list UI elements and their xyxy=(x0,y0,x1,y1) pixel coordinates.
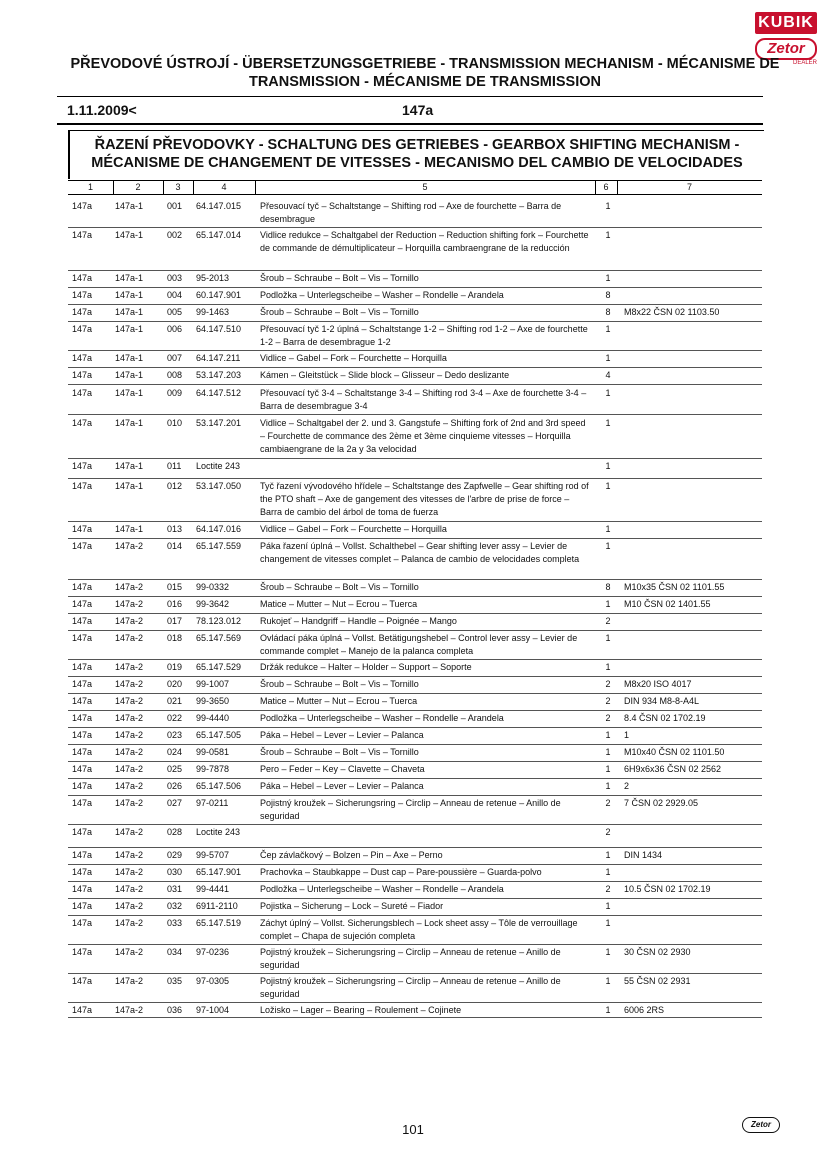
part-number-cell: 65.147.505 xyxy=(196,730,242,740)
part-number-cell: 99-5707 xyxy=(196,850,230,860)
description-cell: Vidlice redukce – Schaltgabel der Reduction – Reduction shifting fork – Fourchette de commande de démultiplicateur – Horquilla cambraengrane de la reducción xyxy=(260,230,589,253)
description-cell: Ložisko – Lager – Bearing – Roulement – Cojinete xyxy=(260,1005,462,1015)
note-cell: 30 ČSN 02 2930 xyxy=(624,947,691,957)
group-cell: 147a xyxy=(72,884,93,894)
position-cell: 032 xyxy=(167,901,183,911)
part-number-cell: 99-1463 xyxy=(196,307,230,317)
position-cell: 031 xyxy=(167,884,183,894)
group-cell: 147a xyxy=(72,524,93,534)
part-number-cell: 64.147.510 xyxy=(196,324,242,334)
note-cell: M8x20 ISO 4017 xyxy=(624,679,692,689)
subgroup-cell: 147a-2 xyxy=(115,730,144,740)
description-cell: Šroub – Schraube – Bolt – Vis – Tornillo xyxy=(260,582,419,592)
position-cell: 020 xyxy=(167,679,183,689)
table-row xyxy=(68,480,762,522)
quantity-cell: 1 xyxy=(605,730,611,740)
part-number-cell: 99-3642 xyxy=(196,599,230,609)
part-number-cell: 6911-2110 xyxy=(196,901,238,911)
quantity-cell: 1 xyxy=(605,947,611,957)
part-number-cell: 64.147.512 xyxy=(196,388,242,398)
description-cell: Držák redukce – Halter – Holder – Support – Soporte xyxy=(260,662,472,672)
quantity-cell: 2 xyxy=(605,616,611,626)
note-cell: 1 xyxy=(624,730,630,740)
table-row xyxy=(68,780,762,796)
group-cell: 147a xyxy=(72,230,93,240)
position-cell: 004 xyxy=(167,290,183,300)
group-cell: 147a xyxy=(72,747,93,757)
subgroup-cell: 147a-1 xyxy=(115,481,144,491)
column-header: 1 xyxy=(87,182,93,192)
table-row xyxy=(68,540,762,580)
table-row xyxy=(68,917,762,945)
group-cell: 147a xyxy=(72,273,93,283)
quantity-cell: 1 xyxy=(605,524,611,534)
column-header: 5 xyxy=(422,182,428,192)
part-number-cell: 97-1004 xyxy=(196,1005,230,1015)
part-number-cell: 97-0211 xyxy=(196,798,229,808)
group-cell: 147a xyxy=(72,713,93,723)
group-cell: 147a xyxy=(72,481,93,491)
part-number-cell: 99-1007 xyxy=(196,679,230,689)
part-number-cell: 53.147.050 xyxy=(196,481,242,491)
quantity-cell: 2 xyxy=(605,696,611,706)
group-cell: 147a xyxy=(72,633,93,643)
group-cell: 147a xyxy=(72,307,93,317)
position-cell: 003 xyxy=(167,273,183,283)
table-row xyxy=(68,1004,762,1018)
quantity-cell: 1 xyxy=(605,324,611,334)
table-row xyxy=(68,615,762,631)
note-cell: DIN 1434 xyxy=(624,850,663,860)
position-cell: 035 xyxy=(167,976,183,986)
group-cell: 147a xyxy=(72,798,93,808)
part-number-cell: 64.147.211 xyxy=(196,353,241,363)
quantity-cell: 1 xyxy=(605,273,611,283)
logo-kubik-text: KUBIK xyxy=(755,12,817,34)
description-cell: Přesouvací tyč – Schaltstange – Shifting rod – Axe de fourchette – Barra de desembrague xyxy=(260,201,562,224)
position-cell: 026 xyxy=(167,781,183,791)
group-cell: 147a xyxy=(72,976,93,986)
subgroup-cell: 147a-2 xyxy=(115,633,144,643)
description-cell: Páka – Hebel – Lever – Levier – Palanca xyxy=(260,730,424,740)
table-row xyxy=(68,272,762,288)
subgroup-cell: 147a-2 xyxy=(115,696,144,706)
subgroup-cell: 147a-2 xyxy=(115,827,144,837)
section-title-line-2: MÉCANISME DE CHANGEMENT DE VITESSES - MECANISMO DEL CAMBIO DE VELOCIDADES xyxy=(91,155,743,171)
position-cell: 024 xyxy=(167,747,183,757)
description-cell: Šroub – Schraube – Bolt – Vis – Tornillo xyxy=(260,679,419,689)
quantity-cell: 1 xyxy=(605,461,611,471)
quantity-cell: 1 xyxy=(605,541,611,551)
group-cell: 147a xyxy=(72,764,93,774)
part-number-cell: 65.147.529 xyxy=(196,662,242,672)
page-title-line-2: TRANSMISSION - MÉCANISME DE TRANSMISSION xyxy=(248,74,602,90)
part-number-cell: 65.147.506 xyxy=(196,781,242,791)
group-cell: 147a xyxy=(72,827,93,837)
part-number-cell: 65.147.519 xyxy=(196,918,242,928)
subgroup-cell: 147a-2 xyxy=(115,616,144,626)
position-cell: 021 xyxy=(167,696,183,706)
quantity-cell: 1 xyxy=(605,633,611,643)
subgroup-cell: 147a-2 xyxy=(115,947,144,957)
group-cell: 147a xyxy=(72,867,93,877)
quantity-cell: 1 xyxy=(605,481,611,491)
table-row xyxy=(68,900,762,916)
column-header: 2 xyxy=(135,182,141,192)
group-cell: 147a xyxy=(72,290,93,300)
description-cell: Ovládací páka úplná – Vollst. Betätigungshebel – Control lever assy – Levier de commande complet – Manejo de la palanca completa xyxy=(260,633,578,656)
column-header: 4 xyxy=(221,182,227,192)
subgroup-cell: 147a-1 xyxy=(115,388,144,398)
description-cell: Pojistný kroužek – Sicherungsring – Circlip – Anneau de retenue – Anillo de seguridad xyxy=(260,976,561,999)
position-cell: 029 xyxy=(167,850,183,860)
subgroup-cell: 147a-2 xyxy=(115,1005,144,1015)
quantity-cell: 2 xyxy=(605,713,611,723)
position-cell: 008 xyxy=(167,370,183,380)
description-cell: Tyč řazení vývodového hřídele – Schaltstange des Zapfwelle – Gear shifting rod of the PTO shaft – Axe de gangement des vitesses de l'arbre de prise de force – Barra de cambio del árbol de toma de fuerza xyxy=(260,481,589,517)
part-number-cell: 53.147.203 xyxy=(196,370,242,380)
description-cell: Šroub – Schraube – Bolt – Vis – Tornillo xyxy=(260,273,419,283)
issue-date: 1.11.2009< xyxy=(67,102,137,118)
part-number-cell: 99-7878 xyxy=(196,764,230,774)
page-title-line-1: PŘEVODOVÉ ÚSTROJÍ - ÜBERSETZUNGSGETRIEBE - TRANSMISSION MECHANISM - MÉCANISME DE xyxy=(70,56,780,72)
subgroup-cell: 147a-1 xyxy=(115,230,144,240)
subgroup-cell: 147a-1 xyxy=(115,290,144,300)
quantity-cell: 2 xyxy=(605,884,611,894)
quantity-cell: 1 xyxy=(605,418,611,428)
quantity-cell: 1 xyxy=(605,850,611,860)
subgroup-cell: 147a-1 xyxy=(115,324,144,334)
group-cell: 147a xyxy=(72,679,93,689)
subgroup-cell: 147a-2 xyxy=(115,884,144,894)
note-cell: 7 ČSN 02 2929.05 xyxy=(624,798,699,808)
description-cell: Pojistka – Sicherung – Lock – Sureté – Fiador xyxy=(260,901,444,911)
subgroup-cell: 147a-1 xyxy=(115,307,144,317)
quantity-cell: 1 xyxy=(605,230,611,240)
group-cell: 147a xyxy=(72,1005,93,1015)
quantity-cell: 8 xyxy=(605,582,611,592)
position-cell: 011 xyxy=(167,461,182,471)
page-number: 101 xyxy=(402,1122,424,1137)
group-code: 147a xyxy=(402,102,434,118)
quantity-cell: 1 xyxy=(605,901,611,911)
table-row xyxy=(68,200,762,228)
group-cell: 147a xyxy=(72,947,93,957)
group-cell: 147a xyxy=(72,353,93,363)
subgroup-cell: 147a-2 xyxy=(115,764,144,774)
table-row xyxy=(68,632,762,660)
subgroup-cell: 147a-2 xyxy=(115,582,144,592)
part-number-cell: 99-3650 xyxy=(196,696,230,706)
position-cell: 002 xyxy=(167,230,183,240)
group-cell: 147a xyxy=(72,918,93,928)
group-cell: 147a xyxy=(72,616,93,626)
note-cell: M10 ČSN 02 1401.55 xyxy=(624,599,711,609)
subgroup-cell: 147a-1 xyxy=(115,370,144,380)
part-number-cell: 99-0332 xyxy=(196,582,230,592)
description-cell: Přesouvací tyč 3-4 – Schaltstange 3-4 – Shifting rod 3-4 – Axe de fourchette 3-4 – Barra de desembrague 3-4 xyxy=(260,388,587,411)
part-number-cell: 97-0305 xyxy=(196,976,230,986)
description-cell: Přesouvací tyč 1-2 úplná – Schaltstange 1-2 – Shifting rod 1-2 – Axe de fourchette 1-2 – Barra de desembrague 1-2 xyxy=(260,324,588,347)
note-cell: 6006 2RS xyxy=(624,1005,665,1015)
part-number-cell: 78.123.012 xyxy=(196,616,242,626)
part-number-cell: 99-0581 xyxy=(196,747,230,757)
group-cell: 147a xyxy=(72,662,93,672)
table-row xyxy=(68,661,762,677)
subgroup-cell: 147a-2 xyxy=(115,850,144,860)
section-header xyxy=(68,130,764,179)
description-cell: Pero – Feder – Key – Clavette – Chaveta xyxy=(260,764,425,774)
table-row xyxy=(68,323,762,351)
note-cell: 2 xyxy=(624,781,630,791)
part-number-cell: Loctite 243 xyxy=(196,461,241,471)
group-cell: 147a xyxy=(72,730,93,740)
column-header: 7 xyxy=(686,182,692,192)
note-cell: DIN 934 M8-8-A4L xyxy=(624,696,700,706)
position-cell: 033 xyxy=(167,918,183,928)
subgroup-cell: 147a-1 xyxy=(115,418,144,428)
group-cell: 147a xyxy=(72,781,93,791)
group-cell: 147a xyxy=(72,324,93,334)
description-cell: Záchyt úplný – Vollst. Sicherungsblech – Lock sheet assy – Tôle de verrouillage complet – Chapa de sujeción completa xyxy=(260,918,578,941)
subgroup-cell: 147a-2 xyxy=(115,781,144,791)
subgroup-cell: 147a-2 xyxy=(115,747,144,757)
quantity-cell: 1 xyxy=(605,976,611,986)
note-cell: 55 ČSN 02 2931 xyxy=(624,976,691,986)
table-row xyxy=(68,866,762,882)
description-cell: Prachovka – Staubkappe – Dust cap – Pare-poussière – Guarda-polvo xyxy=(260,867,542,877)
table-row xyxy=(68,849,762,865)
position-cell: 006 xyxy=(167,324,183,334)
position-cell: 017 xyxy=(167,616,183,626)
group-cell: 147a xyxy=(72,582,93,592)
part-number-cell: 99-4441 xyxy=(196,884,230,894)
description-cell: Podložka – Unterlegscheibe – Washer – Rondelle – Arandela xyxy=(260,884,504,894)
note-cell: 10.5 ČSN 02 1702.19 xyxy=(624,884,711,894)
quantity-cell: 1 xyxy=(605,662,611,672)
table-row xyxy=(68,306,762,322)
part-number-cell: 65.147.559 xyxy=(196,541,242,551)
table-row xyxy=(68,417,762,459)
logo-zetor-text: Zetor xyxy=(755,38,817,60)
table-row xyxy=(68,581,762,597)
description-cell: Vidlice – Gabel – Fork – Fourchette – Horquilla xyxy=(260,353,447,363)
table-row xyxy=(68,229,762,271)
quantity-cell: 2 xyxy=(605,679,611,689)
part-number-cell: 95-2013 xyxy=(196,273,230,283)
logo-dealer-text: DEALER xyxy=(792,60,817,66)
group-cell: 147a xyxy=(72,370,93,380)
subgroup-cell: 147a-2 xyxy=(115,918,144,928)
description-cell: Podložka – Unterlegscheibe – Washer – Rondelle – Arandela xyxy=(260,290,504,300)
table-row xyxy=(68,369,762,385)
subgroup-cell: 147a-2 xyxy=(115,867,144,877)
table-row xyxy=(68,883,762,899)
position-cell: 030 xyxy=(167,867,183,877)
position-cell: 018 xyxy=(167,633,183,643)
table-row xyxy=(68,826,762,848)
part-number-cell: 60.147.901 xyxy=(196,290,242,300)
footer-zetor-logo: Zetor xyxy=(742,1117,780,1133)
table-row xyxy=(68,712,762,728)
position-cell: 025 xyxy=(167,764,183,774)
part-number-cell: 53.147.201 xyxy=(196,418,242,428)
column-header: 3 xyxy=(175,182,181,192)
quantity-cell: 1 xyxy=(605,781,611,791)
table-row xyxy=(68,797,762,825)
position-cell: 034 xyxy=(167,947,183,957)
quantity-cell: 2 xyxy=(605,798,611,808)
part-number-cell: 65.147.901 xyxy=(196,867,242,877)
subgroup-cell: 147a-2 xyxy=(115,798,144,808)
part-number-cell: Loctite 243 xyxy=(196,827,241,837)
quantity-cell: 1 xyxy=(605,599,611,609)
quantity-cell: 1 xyxy=(605,764,611,774)
table-row xyxy=(68,946,762,974)
group-cell: 147a xyxy=(72,418,93,428)
description-cell: Páka – Hebel – Lever – Levier – Palanca xyxy=(260,781,424,791)
note-cell: 6H9x6x36 ČSN 02 2562 xyxy=(624,764,722,774)
table-row xyxy=(68,695,762,711)
group-cell: 147a xyxy=(72,901,93,911)
description-cell: Matice – Mutter – Nut – Ecrou – Tuerca xyxy=(260,599,418,609)
table-row xyxy=(68,523,762,539)
table-row xyxy=(68,352,762,368)
position-cell: 005 xyxy=(167,307,183,317)
subgroup-cell: 147a-2 xyxy=(115,901,144,911)
position-cell: 013 xyxy=(167,524,183,534)
note-cell: 8.4 ČSN 02 1702.19 xyxy=(624,713,706,723)
position-cell: 028 xyxy=(167,827,183,837)
subgroup-cell: 147a-2 xyxy=(115,713,144,723)
quantity-cell: 4 xyxy=(605,370,611,380)
quantity-cell: 2 xyxy=(605,827,611,837)
note-cell: M8x22 ČSN 02 1103.50 xyxy=(624,307,720,317)
description-cell: Matice – Mutter – Nut – Ecrou – Tuerca xyxy=(260,696,418,706)
subgroup-cell: 147a-2 xyxy=(115,662,144,672)
column-header: 6 xyxy=(603,182,609,192)
subgroup-cell: 147a-2 xyxy=(115,679,144,689)
subgroup-cell: 147a-2 xyxy=(115,976,144,986)
position-cell: 016 xyxy=(167,599,183,609)
subgroup-cell: 147a-1 xyxy=(115,524,144,534)
table-row xyxy=(68,763,762,779)
description-cell: Šroub – Schraube – Bolt – Vis – Tornillo xyxy=(260,307,419,317)
group-cell: 147a xyxy=(72,696,93,706)
table-row xyxy=(68,387,762,415)
quantity-cell: 1 xyxy=(605,201,611,211)
part-number-cell: 97-0236 xyxy=(196,947,230,957)
part-number-cell: 99-4440 xyxy=(196,713,230,723)
position-cell: 019 xyxy=(167,662,183,672)
position-cell: 014 xyxy=(167,541,183,551)
group-cell: 147a xyxy=(72,541,93,551)
page-title xyxy=(60,55,790,91)
quantity-cell: 1 xyxy=(605,388,611,398)
description-cell: Čep závlačkový – Bolzen – Pin – Axe – Perno xyxy=(260,850,443,860)
column-header-row xyxy=(68,180,762,195)
part-number-cell: 64.147.016 xyxy=(196,524,242,534)
part-number-cell: 65.147.569 xyxy=(196,633,242,643)
table-row xyxy=(68,729,762,745)
subgroup-cell: 147a-1 xyxy=(115,273,144,283)
description-cell: Rukojeť – Handgriff – Handle – Poignée – Mango xyxy=(260,616,457,626)
table-row xyxy=(68,289,762,305)
table-row xyxy=(68,678,762,694)
quantity-cell: 1 xyxy=(605,747,611,757)
note-cell: M10x40 ČSN 02 1101.50 xyxy=(624,747,725,757)
description-cell: Podložka – Unterlegscheibe – Washer – Rondelle – Arandela xyxy=(260,713,504,723)
group-cell: 147a xyxy=(72,461,93,471)
position-cell: 022 xyxy=(167,713,183,723)
quantity-cell: 8 xyxy=(605,290,611,300)
quantity-cell: 1 xyxy=(605,867,611,877)
quantity-cell: 1 xyxy=(605,353,611,363)
subgroup-cell: 147a-1 xyxy=(115,201,144,211)
table-row xyxy=(68,746,762,762)
group-cell: 147a xyxy=(72,850,93,860)
description-cell: Vidlice – Gabel – Fork – Fourchette – Horquilla xyxy=(260,524,447,534)
quantity-cell: 1 xyxy=(605,918,611,928)
group-cell: 147a xyxy=(72,201,93,211)
date-bar xyxy=(57,96,763,125)
section-title xyxy=(70,136,764,172)
subgroup-cell: 147a-2 xyxy=(115,599,144,609)
note-cell: M10x35 ČSN 02 1101.55 xyxy=(624,582,725,592)
quantity-cell: 1 xyxy=(605,1005,611,1015)
table-row xyxy=(68,598,762,614)
position-cell: 010 xyxy=(167,418,183,428)
description-cell: Pojistný kroužek – Sicherungsring – Circlip – Anneau de retenue – Anillo de seguridad xyxy=(260,947,561,970)
subgroup-cell: 147a-2 xyxy=(115,541,144,551)
part-number-cell: 65.147.014 xyxy=(196,230,242,240)
position-cell: 027 xyxy=(167,798,183,808)
position-cell: 015 xyxy=(167,582,183,592)
subgroup-cell: 147a-1 xyxy=(115,461,144,471)
description-cell: Kámen – Gleitstück – Slide block – Glisseur – Dedo deslizante xyxy=(260,370,510,380)
position-cell: 007 xyxy=(167,353,183,363)
group-cell: 147a xyxy=(72,388,93,398)
table-row xyxy=(68,460,762,479)
part-number-cell: 64.147.015 xyxy=(196,201,242,211)
position-cell: 012 xyxy=(167,481,183,491)
group-cell: 147a xyxy=(72,599,93,609)
section-title-line-1: ŘAZENÍ PŘEVODOVKY - SCHALTUNG DES GETRIEBES - GEARBOX SHIFTING MECHANISM - xyxy=(94,137,740,153)
position-cell: 009 xyxy=(167,388,183,398)
quantity-cell: 8 xyxy=(605,307,611,317)
description-cell: Páka řazení úplná – Vollst. Schalthebel – Gear shifting lever assy – Levier de changement de vitesses complet – Palanca de cambio de velocidades completa xyxy=(260,541,580,564)
description-cell: Pojistný kroužek – Sicherungsring – Circlip – Anneau de retenue – Anillo de seguridad xyxy=(260,798,561,821)
subgroup-cell: 147a-1 xyxy=(115,353,144,363)
position-cell: 023 xyxy=(167,730,183,740)
position-cell: 001 xyxy=(167,201,183,211)
description-cell: Šroub – Schraube – Bolt – Vis – Tornillo xyxy=(260,747,419,757)
description-cell: Vidlice – Schaltgabel der 2. und 3. Gangstufe – Shifting fork of 2nd and 3rd speed – Fourchette de commance des 2ème et 3ème cinquieme vitesses – Horquilla cambiaengrane de la 2a y 3a velocidad xyxy=(260,418,586,454)
table-row xyxy=(68,975,762,1003)
position-cell: 036 xyxy=(167,1005,183,1015)
